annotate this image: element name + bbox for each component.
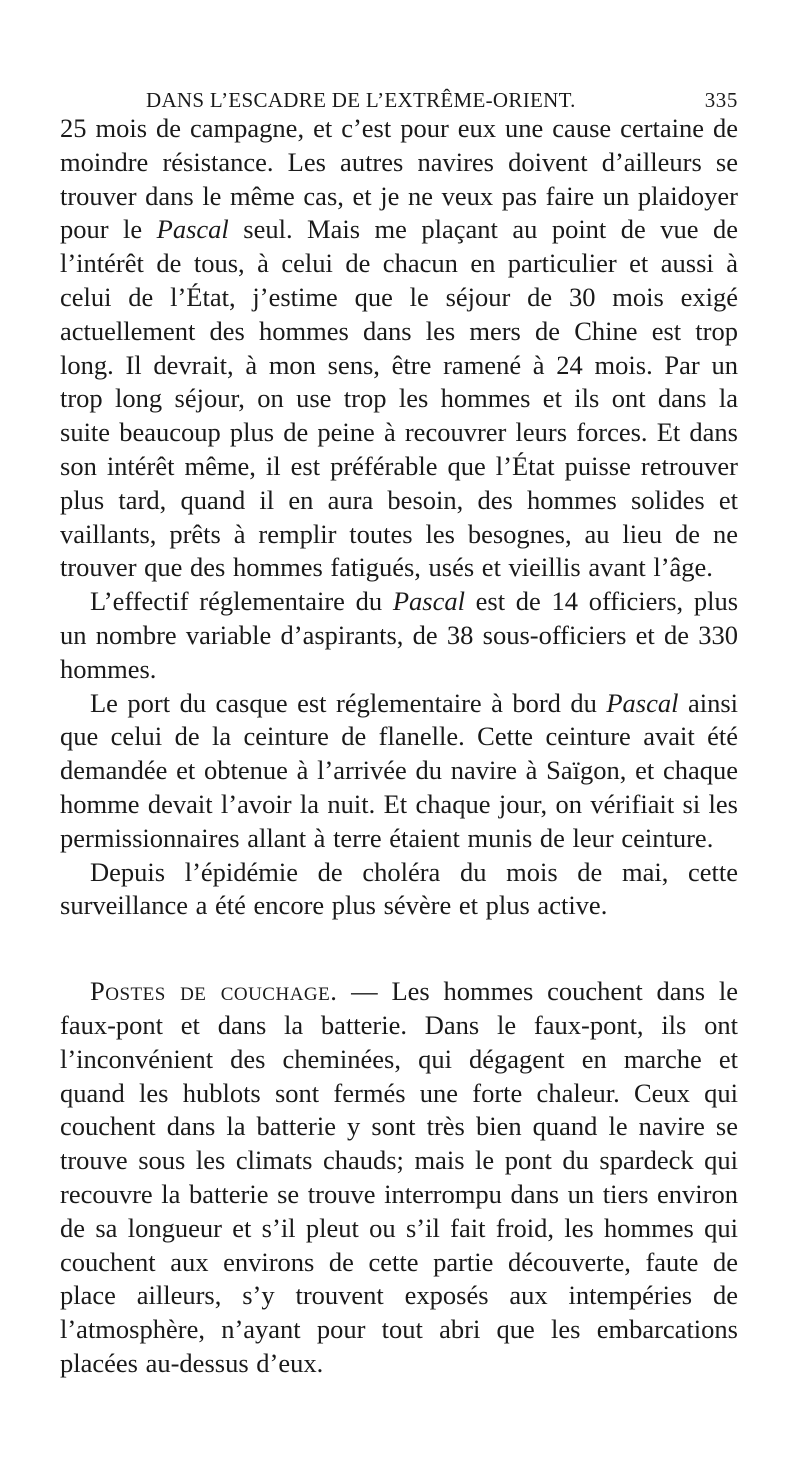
body-text (60, 112, 738, 1381)
section-heading: Postes de couchage. (90, 976, 338, 1007)
paragraph-3 (60, 687, 738, 856)
section-gap (60, 923, 738, 975)
paragraph-2 (60, 585, 738, 686)
paragraph-4: Depuis l’épidémie de choléra du mois de mai, cette surveillance a été encore plus sévère et plus active. (60, 856, 738, 921)
ship-name-italic: Pascal (606, 687, 679, 718)
paragraph-2-text-a: L’effectif réglementaire du (90, 586, 393, 617)
paragraph-3-text-b: ainsi que celui de la ceinture de flanelle. Cette ceinture avait été demandée et obtenue à l’arrivée du navire à Saïgon, et chaque homme devait l’avoir la nuit. Et chaque jour, on vérifiait si les permissionnaires allant à terre étaient munis de leur ceinture. (60, 687, 738, 853)
ship-name-italic: Pascal (156, 214, 229, 245)
paragraph-5 (60, 975, 738, 1381)
paragraph-1-text-a: 25 mois de campagne, et c’est pour eux une cause certaine de moindre résistance. Les autres navires doivent d’ailleurs se trouver dans le même cas, et je ne veux pas faire un plaidoyer pour le (60, 113, 738, 245)
running-head (60, 68, 738, 112)
paragraph-3-text-a: Le port du casque est réglementaire à bord du (90, 687, 607, 718)
paragraph-2-text-b: est de 14 officiers, plus un nombre variable d’aspirants, de 38 sous-officiers et de 330 hommes. (60, 586, 739, 684)
paragraph-5-text: — Les hommes couchent dans le faux-pont et dans la batterie. Dans le faux-pont, ils ont l’inconvénient des cheminées, qui dégagent en marche et quand les hublots sont fermés une forte chaleur. Ceux qui couchent dans la batterie y sont très bien quand le navire se trouve sous les climats chauds; mais le pont du spardeck qui recouvre la batterie se trouve interrompu dans un tiers environ de sa longueur et s’il pleut ou s’il fait froid, les hommes qui couchent aux environs de cette partie découverte, faute de place ailleurs, s’y trouvent exposés aux intempéries de l’atmosphère, n’ayant pour tout abri que les embarcations placées au-dessus d’eux. (60, 976, 738, 1378)
running-title: DANS L’ESCADRE DE L’EXTRÊME-ORIENT. (146, 88, 576, 112)
paragraph-1 (60, 112, 738, 585)
paragraph-1-text-b: seul. Mais me plaçant au point de vue de l’intérêt de tous, à celui de chacun en particulier et aussi à celui de l’État, j’estime que le séjour de 30 mois exigé actuellement des hommes dans les mers de Chine est trop long. Il devrait, à mon sens, être ramené à 24 mois. Par un trop long séjour, on use trop les hommes et ils ont dans la suite beaucoup plus de peine à recouvrer leurs forces. Et dans son intérêt même, il est préférable que l’État puisse retrouver plus tard, quand il en aura besoin, des hommes solides et vaillants, prêts à remplir toutes les besognes, au lieu de ne trouver que des hommes fatigués, usés et vieillis avant l’âge. (60, 214, 738, 583)
ship-name-italic: Pascal (392, 586, 465, 617)
page-number: 335 (704, 88, 738, 112)
